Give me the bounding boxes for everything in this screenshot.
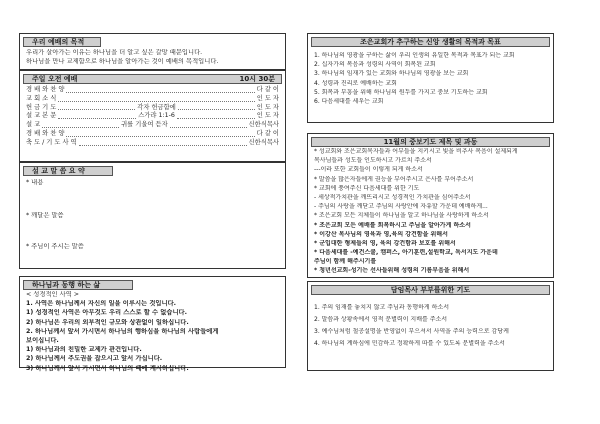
goal-item: 5. 회복과 부흥을 위해 하나님의 원두를 가지고 중보 기도하는 교회 (314, 88, 488, 96)
goal-item: 2. 십자가의 복음과 성령의 사역이 회복된 교회 (314, 61, 436, 69)
walk-title: 하나님과 동행 하는 삶 (23, 280, 133, 290)
purpose-line: 하나님을 만나 교제함으로 하나님을 알아가는 것이 예배의 목적입니다. (26, 58, 219, 66)
prayer-item: * 군입대한 형제들의 영, 육의 강건함과 보호를 위해서 (314, 239, 456, 247)
service-order-box (19, 70, 286, 162)
walk-with-god-box (19, 276, 286, 372)
purpose-title: 우리 예배의 목적 (23, 37, 101, 47)
service-time: 10시 30분 (239, 75, 275, 83)
church-goals-box (307, 33, 554, 123)
service-row: 경 배 와 찬 양 다 같 이 (26, 86, 279, 93)
prayer-item: * 성교회와 조은교회목자들과 어부들을 지키시고 빛을 비추사 복음이 설제되게 (314, 148, 518, 155)
walk-item: 보이십니다. (26, 336, 59, 344)
prayer-item: * 이강산 목사님의 영육과 영,육의 강건함을 위해서 (314, 230, 448, 238)
summary-item: * 깨달은 말씀 (26, 212, 64, 220)
service-row: 축 도 / 기 도 사 역 신한식목사 (26, 138, 279, 146)
walk-item: 3) 하나님께서 앞서 가시면서 하나님의 때에 계시하십니다. (26, 364, 189, 372)
sermon-summary-box (19, 162, 286, 269)
prayer-item: * 청년선교회-성기는 선사들위해 성령의 기름부음을 위해서 (314, 267, 470, 275)
prayer-item: 주님이 함께 해주시기를 (314, 258, 377, 266)
walk-subtitle: < 성경적인 사역 > (26, 291, 80, 298)
summary-item: * 내용 (26, 179, 44, 186)
service-row: 설 교 귀를 기울여 듣자 신한식목사 (26, 121, 279, 129)
walk-item: 2. 하나님께서 앞서 가시면서 하나님의 행하심을 하나님의 사람들에게 (26, 327, 219, 335)
prayer-title: 11월의 중보기도 제목 및 과동 (311, 137, 550, 147)
prayer-item: 목사님들과 성도들 인도하시고 가르치 주소서 (314, 157, 432, 165)
prayer-item: * 다음세대를 -예건스쿨, 캠퍼스, 아기훈련,설원학교, 독서지도 가운데 (314, 249, 498, 257)
pastor-item: 2. 말씀과 상황속에서 영적 분별력이 지배를 주소서 (314, 316, 448, 323)
service-header (23, 74, 282, 84)
summary-item: * 주님이 주시는 말씀 (26, 243, 84, 251)
pastor-prayer-box (307, 281, 554, 371)
goal-item: 4. 성령과 진리로 예배하는 교회 (314, 79, 397, 87)
prayer-item: - 세상적가치관을 깨뜨리시고 성경적인 가치관을 심어주소서 (314, 193, 471, 201)
service-row: 헌 금 기 도 각자 헌금함에 인 도 자 (26, 103, 280, 111)
intercession-box (307, 133, 554, 278)
service-row: 경 배 와 찬 양 다 같 이 (26, 129, 279, 137)
purpose-line: 우리가 살아가는 이유는 하나님을 더 알고 싶은 갈망 때문입니다. (26, 49, 203, 56)
prayer-item: * 교회에 풍여주신 다음세대를 위한 기도 (314, 184, 420, 192)
pastor-item: 3. 예수님처럼 철공설명을 반영없이 부으셔서 사역을 주의 능력으로 감당케 (314, 328, 509, 335)
pastor-item: 1. 주의 임재를 놓치지 않고 주님과 동행하게 하소서 (314, 304, 449, 311)
prayer-item: - 주님의 사랑을 깨닫고 주님의 사랑안에 자유할 가운데 예배하게... (314, 203, 488, 211)
pastor-item: 4. 하나님의 계하심에 민감하고 정확하게 따를 수 있도록 분별력을 주소서 (314, 340, 505, 347)
service-title: 주일 오전 예배 (32, 75, 78, 83)
service-row: 교 회 소 식 인 도 자 (26, 94, 279, 102)
prayer-item: * 말씀을 많은자들에게 권능을 부어주시고 은사를 부어주소서 (314, 175, 474, 183)
walk-item: 1) 하나님과의 친밀한 교제가 관건입니다. (26, 346, 142, 354)
walk-item: 1. 사역은 하나님께서 자신의 일을 이루시는 것입니다. (26, 300, 177, 308)
purpose-box (19, 33, 286, 70)
goal-item: 1. 하나님의 영광을 구하는 삶이 우리 인생의 유일한 목적과 목표가 되는 교회 (314, 52, 515, 59)
goal-item: 6. 다음세대를 세우는 교회 (314, 97, 384, 105)
walk-item: 1) 성경적인 사역은 아무것도 우리 스스로 할 수 없습니다. (26, 309, 188, 317)
goals-title: 조은교회가 추구하는 신앙 생활의 목적과 목표 (311, 37, 550, 47)
prayer-item: * 조은교회 모든 지체들이 하나님을 알고 하나님을 사랑하게 하소서 (314, 212, 489, 220)
summary-title: 설 교 말 씀 요 약 (23, 166, 113, 176)
walk-item: 2) 하나님께서 주도권을 잡으시고 앞서 가십니다. (26, 355, 163, 363)
prayer-item: ---이라 또한 교회들이 이렇게 되게 하소서 (314, 166, 423, 174)
prayer-item: * 조은교회 모든 예배를 회복하시고 주님을 알아가게 하소서 (314, 221, 471, 229)
service-row: 설 교 본 문 스가랴 1:1-6 인 도 자 (26, 112, 279, 120)
pastor-title: 담임목사 부부를위한 기도 (311, 285, 550, 295)
walk-item: 2) 하나님은 우리의 외부적인 규모와 상관없이 일하십니다. (26, 318, 189, 326)
goal-item: 3. 하나님의 임재가 있는 교회와 하나님의 영광을 보는 교회 (314, 70, 469, 78)
